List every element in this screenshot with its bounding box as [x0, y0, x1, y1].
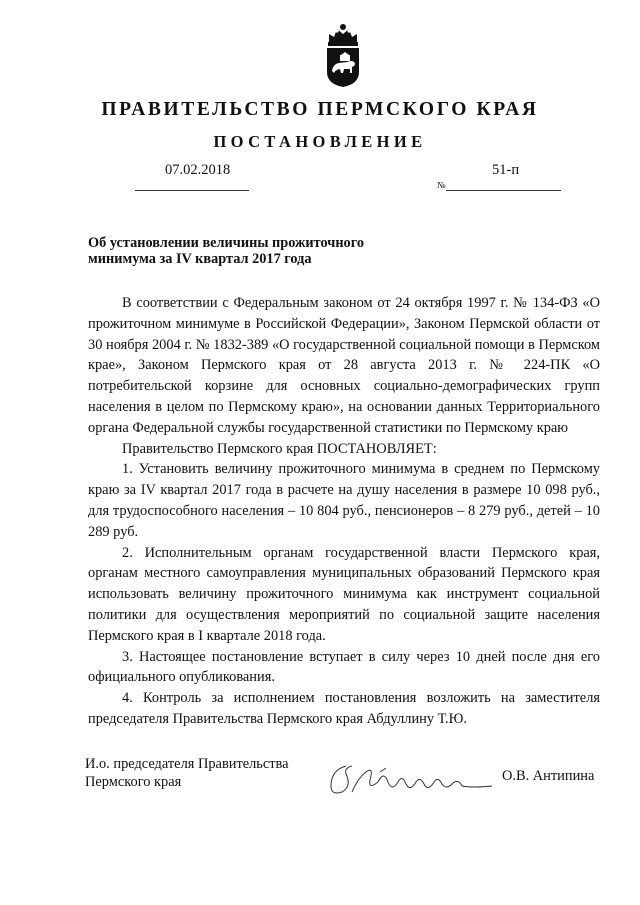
subject-line-2: минимума за IV квартал 2017 года [88, 250, 312, 267]
handwritten-signature [322, 752, 502, 802]
resolve-paragraph: Правительство Пермского края ПОСТАНОВЛЯЕТ: [122, 440, 437, 457]
document-date: 07.02.2018 [165, 162, 231, 178]
item-1-paragraph: 1. Установить величину прожиточного минимума в среднем по Пермскому краю за IV квартал 2017 года в расчете на душу населения в размере 10 098 руб., для трудоспособного населения – 10 804 руб., пенсионеров – 8 279 руб., детей – 10 289 руб. [88, 461, 600, 540]
signer-name: О.В. Антипина [502, 768, 595, 784]
perm-krai-emblem-icon [323, 22, 363, 88]
document-type: ПОСТАНОВЛЕНИЕ [213, 132, 427, 151]
signer-position-line-1: И.о. председателя Правительства [85, 756, 289, 772]
preamble-paragraph: В соответствии с Федеральным законом от 24 октября 1997 г. № 134-ФЗ «О прожиточном минимуме в Российской Федерации», Законом Пермской области от 30 ноября 2004 г. № 1832-389 «О государственной социальной помощи в Пермском крае», Законом Пермского края от 28 августа 2013 г. № 224-ПК «О потребительской корзине для основных социально-демографических групп населения в целом по Пермскому краю», на основании данных Территориального органа Федеральной службы государственной статистики по Пермскому краю [88, 295, 600, 436]
subject-line-1: Об установлении величины прожиточного [88, 235, 364, 251]
item-4-paragraph: 4. Контроль за исполнением постановления возложить на заместителя председателя Правительства Пермского края Абдуллину Т.Ю. [88, 690, 600, 727]
document-number: 51-п [492, 162, 520, 178]
number-label: № [437, 180, 446, 190]
date-underline [135, 190, 249, 191]
signer-position-line-2: Пермского края [85, 774, 182, 790]
item-2-paragraph: 2. Исполнительным органам государственной власти Пермского края, органам местного самоуправления муниципальных образований Пермского края использовать величину прожиточного минимума как инструмент социальной политики для осуществления мероприятий по социальной защите населения Пермского края в I квартале 2018 года. [88, 544, 600, 644]
number-underline [446, 190, 561, 191]
document-body [88, 293, 600, 730]
item-3-paragraph: 3. Настоящее постановление вступает в силу через 10 дней после дня его официального опубликования. [88, 648, 600, 686]
document-subject [88, 236, 398, 267]
government-title: ПРАВИТЕЛЬСТВО ПЕРМСКОГО КРАЯ [101, 99, 539, 120]
signer-position [85, 755, 289, 791]
